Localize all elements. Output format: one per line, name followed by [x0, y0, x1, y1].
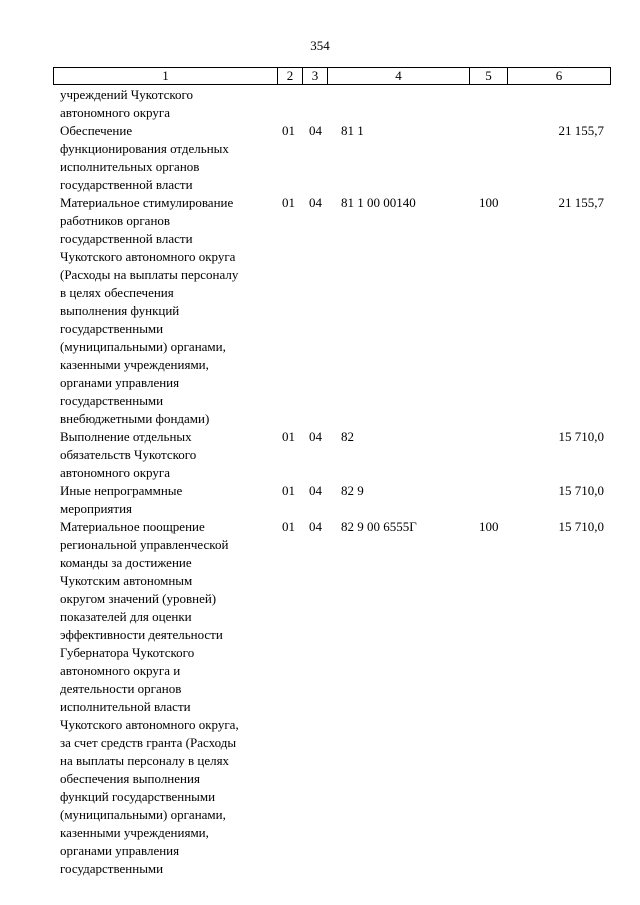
row-subsection: 04 [309, 483, 322, 498]
row-name: Выполнение отдельных обязательств Чукотского автономного округа [60, 429, 197, 480]
row-subsection: 04 [309, 519, 322, 534]
row-expense-type: 100 [479, 195, 499, 210]
column-header-6: 6 [508, 68, 611, 85]
row-amount: 15 710,0 [558, 429, 604, 444]
column-header-table [53, 67, 611, 85]
row-name: учреждений Чукотского автономного округа [60, 87, 194, 120]
row-name: Иные непрограммные мероприятия [60, 483, 183, 516]
row-amount: 15 710,0 [558, 483, 604, 498]
table-row [0, 428, 640, 482]
column-header-1: 1 [54, 68, 278, 85]
column-header-3: 3 [303, 68, 328, 85]
row-section: 01 [282, 195, 295, 210]
row-name: Материальное стимулирование работников органов государственной власти Чукотского автономного округа (Расходы на выплаты персоналу в целях обеспечения выполнения функций государственными (муниципальными) органами, казенными учреждениями, органами управления государственными внебюджетными фондами) [60, 195, 239, 426]
table-row [0, 86, 640, 122]
column-header-row [54, 68, 611, 85]
row-target-article: 81 1 00 00140 [341, 195, 416, 210]
row-expense-type: 100 [479, 519, 499, 534]
row-target-article: 82 9 [341, 483, 364, 498]
row-amount: 21 155,7 [558, 195, 604, 210]
row-subsection: 04 [309, 195, 322, 210]
row-target-article: 82 [341, 429, 354, 444]
table-row [0, 518, 640, 878]
column-header-5: 5 [470, 68, 508, 85]
row-name: Обеспечение функционирования отдельных исполнительных органов государственной власти [60, 123, 229, 192]
page-number: 354 [310, 38, 330, 53]
table-row [0, 194, 640, 428]
row-section: 01 [282, 429, 295, 444]
row-section: 01 [282, 483, 295, 498]
row-section: 01 [282, 519, 295, 534]
row-name: Материальное поощрение региональной управленческой команды за достижение Чукотским автономным округом значений (уровней) показателей для оценки эффективности деятельности Губернатора Чукотского автономного округа и деятельности органов исполнительной власти Чукотского автономного округа, за счет средств гранта (Расходы на выплаты персоналу в целях обеспечения выполнения функций государственными (муниципальными) органами, казенными учреждениями, органами управления государственными [60, 519, 239, 876]
table-row [0, 482, 640, 518]
row-amount: 15 710,0 [558, 519, 604, 534]
row-subsection: 04 [309, 429, 322, 444]
column-header-2: 2 [278, 68, 303, 85]
budget-table-body [0, 86, 640, 878]
row-target-article: 82 9 00 6555Г [341, 519, 417, 534]
row-target-article: 81 1 [341, 123, 364, 138]
row-section: 01 [282, 123, 295, 138]
row-amount: 21 155,7 [558, 123, 604, 138]
table-row [0, 122, 640, 194]
column-header-4: 4 [328, 68, 470, 85]
row-subsection: 04 [309, 123, 322, 138]
